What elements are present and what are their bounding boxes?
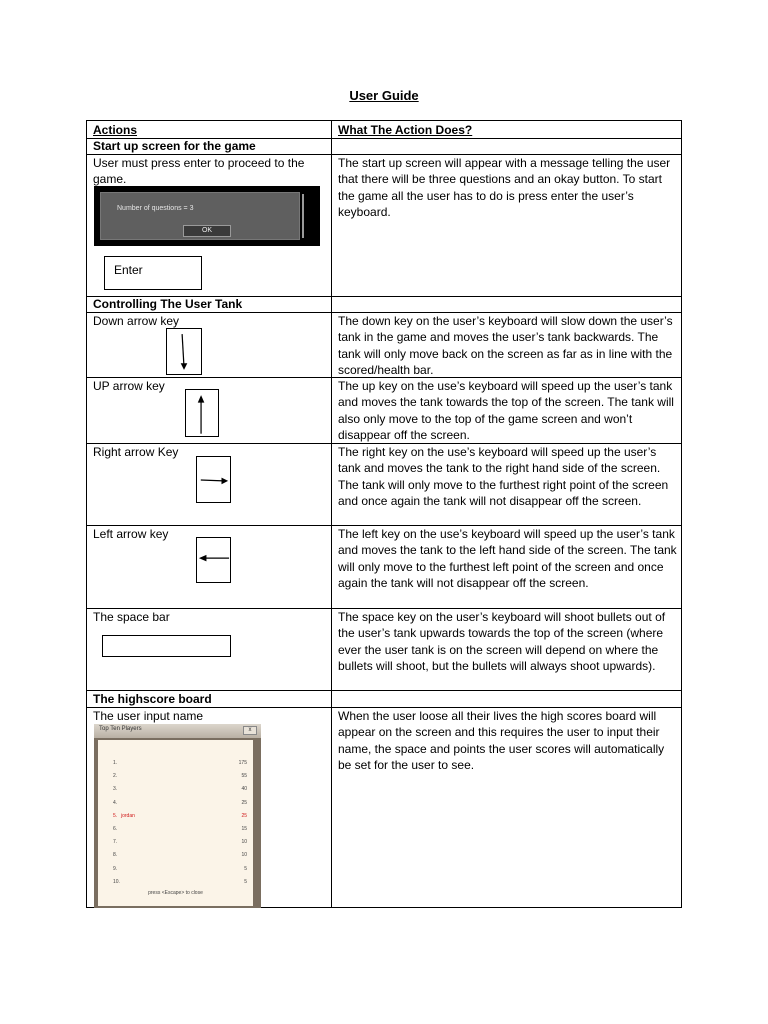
enter-action: User must press enter to proceed to the game.	[93, 156, 305, 187]
highscore-points: 10	[241, 839, 247, 846]
what-action-does-header: What The Action Does?	[338, 123, 473, 137]
close-icon: x	[243, 726, 257, 735]
highscore-points: 25	[241, 812, 247, 819]
down-arrow-key-box	[166, 328, 202, 375]
highscore-row	[98, 800, 253, 808]
highscore-rank: 5.	[113, 812, 118, 819]
left-arrow-description: The left key on the use’s keyboard will speed up the user’s tank and moves the tank to the left hand side of the screen. The tank will only move to the furthest left point of the screen and once again the tank will not disappear off the screen.	[338, 527, 677, 590]
highscore-row	[98, 852, 253, 860]
section-highscore: The highscore board	[93, 692, 212, 706]
down-arrow-description: The down key on the user’s keyboard will slow down the user’s tank in the game and moves the user’s tank backwards. The tank will only move back on the screen as far as in line with the scored/health bar.	[338, 314, 673, 377]
highscore-points: 15	[241, 826, 247, 832]
highscore-points: 25	[241, 799, 247, 806]
enter-key-box	[104, 256, 202, 290]
left-arrow-key-box	[196, 537, 231, 583]
right-arrow-icon	[197, 457, 230, 502]
startup-dialog-image	[94, 186, 320, 246]
up-arrow-action: UP arrow key	[93, 379, 165, 393]
highscore-window-image	[94, 724, 261, 908]
left-arrow-icon	[197, 538, 230, 582]
highscore-row	[98, 773, 253, 781]
highscore-row	[98, 813, 253, 821]
space-bar-action: The space bar	[93, 610, 170, 624]
right-arrow-key-box	[196, 456, 231, 503]
highscore-points: 55	[241, 773, 247, 780]
highscore-row	[98, 786, 253, 794]
space-bar-description: The space key on the user’s keyboard will shoot bullets out of the user’s tank upwards towards the top of the screen (where ever the user tank is on the screen will depend on where the bullets will shoot, but the bullets will always shoot upwards).	[338, 610, 666, 673]
highscore-list	[98, 740, 253, 906]
highscore-points: 5	[244, 865, 247, 872]
highscore-row	[98, 839, 253, 847]
highscore-rank: 10.	[113, 878, 120, 885]
highscore-row	[98, 826, 253, 834]
highscore-name: jordan	[121, 812, 135, 819]
left-arrow-action: Left arrow key	[93, 527, 169, 541]
input-name-action: The user input name	[93, 709, 204, 723]
enter-key-label: Enter	[114, 263, 143, 277]
enter-description: The start up screen will appear with a message telling the user that there will be three questions and an okay button. To start the game all the user has to do is press enter the user’s keyboard.	[338, 156, 671, 219]
highscore-points: 175	[238, 760, 247, 766]
highscore-rank: 2.	[113, 773, 118, 780]
highscore-points: 40	[241, 786, 247, 793]
section-controlling: Controlling The User Tank	[93, 297, 243, 311]
section-startup: Start up screen for the game	[93, 139, 256, 153]
space-bar-key-box	[102, 635, 231, 657]
highscore-rank: 6.	[113, 826, 118, 832]
page-title: User Guide	[349, 88, 419, 103]
highscore-footer: press <Escape> to close	[148, 890, 203, 896]
highscore-row	[98, 760, 253, 768]
startup-dialog-message: Number of questions = 3	[117, 205, 194, 212]
up-arrow-description: The up key on the use’s keyboard will speed up the user’s tank and moves the tank towards the top of the screen. The tank will also only move to the top of the game screen and won’t disappear off the screen.	[338, 379, 674, 442]
startup-dialog-edge	[302, 194, 304, 238]
highscore-rank: 1.	[113, 760, 118, 766]
highscore-rank: 9.	[113, 865, 118, 872]
highscore-rank: 8.	[113, 852, 118, 859]
right-arrow-action: Right arrow Key	[93, 445, 179, 459]
highscore-rank: 7.	[113, 839, 118, 846]
highscore-rank: 3.	[113, 786, 118, 793]
highscore-row	[98, 879, 253, 887]
highscore-points: 10	[241, 852, 247, 859]
actions-header: Actions	[93, 123, 138, 137]
highscore-window-title: Top Ten Players	[99, 726, 142, 732]
input-name-description: When the user loose all their lives the high scores board will appear on the screen and this requires the user to input their name, the space and points the user scores will automatically be set for the user to see.	[338, 709, 665, 772]
highscore-points: 5	[244, 878, 247, 885]
highscore-row	[98, 866, 253, 874]
startup-dialog-ok-button: OK	[183, 225, 231, 237]
up-arrow-key-box	[185, 389, 219, 437]
startup-dialog-panel	[100, 192, 300, 240]
down-arrow-icon	[167, 329, 201, 374]
highscore-rank: 4.	[113, 799, 118, 806]
highscore-window-titlebar	[94, 724, 261, 738]
right-arrow-description: The right key on the use’s keyboard will speed up the user’s tank and moves the tank to the right hand side of the screen. The tank will only move to the furthest right point of the screen and once again the tank will not disappear off the screen.	[338, 445, 669, 508]
column-divider	[331, 121, 332, 907]
up-arrow-icon	[186, 390, 218, 436]
down-arrow-action: Down arrow key	[93, 314, 180, 328]
